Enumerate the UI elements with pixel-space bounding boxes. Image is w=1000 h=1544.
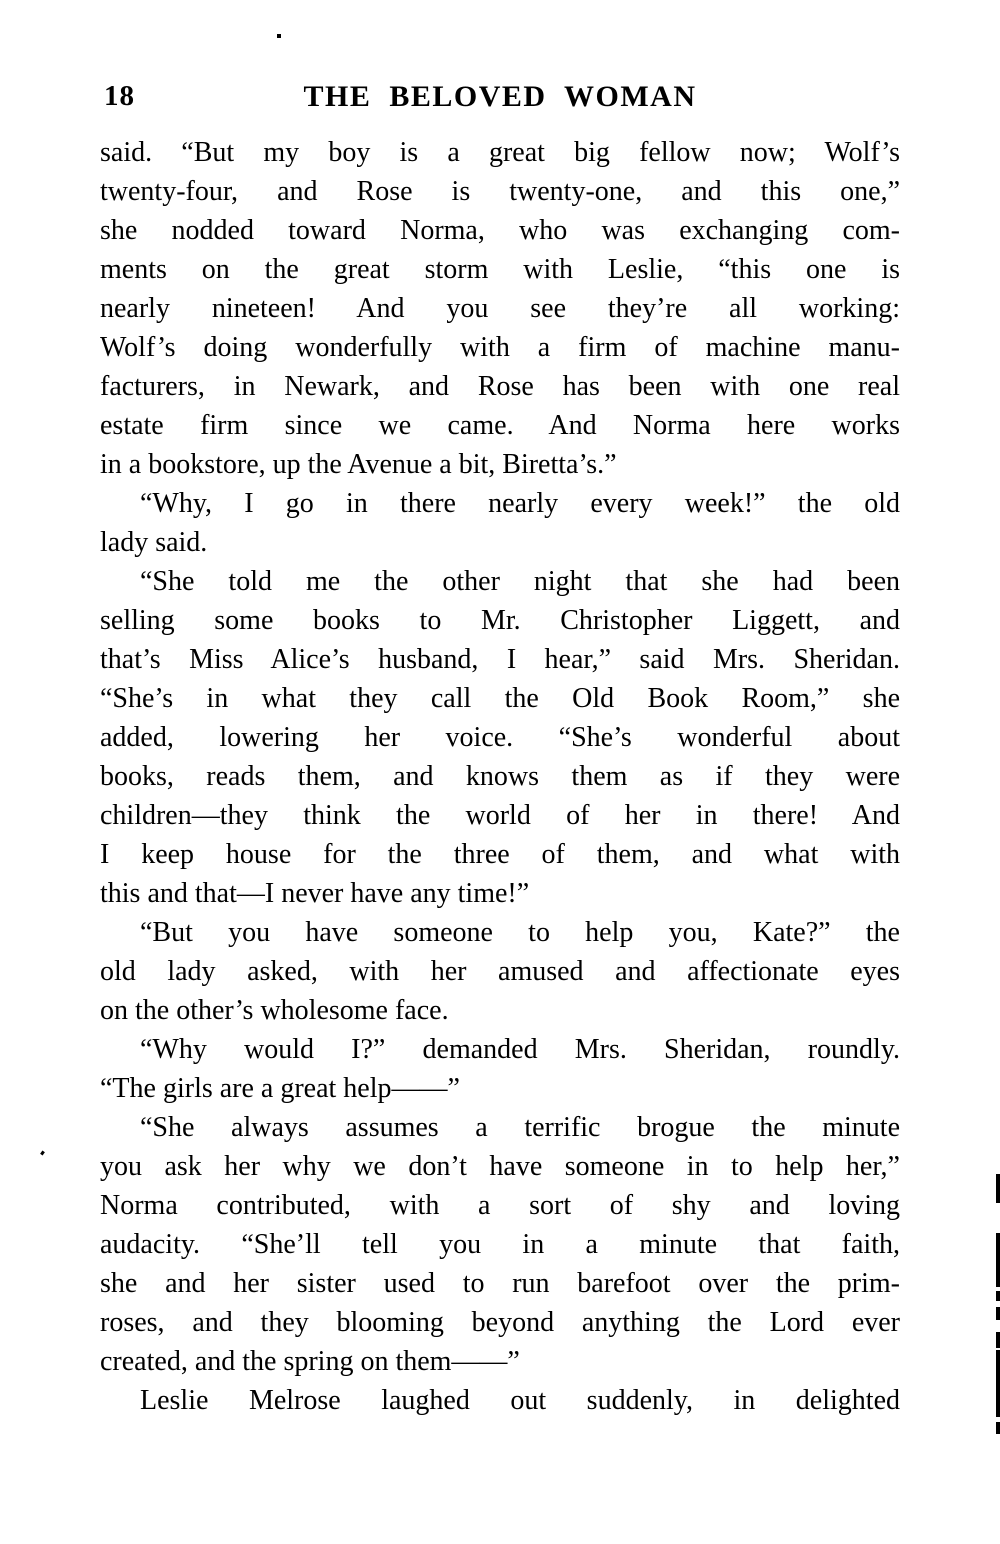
ink-speck	[277, 34, 281, 38]
text-line: twenty-four, and Rose is twenty-one, and this one,”	[100, 176, 900, 207]
text-line: old lady asked, with her amused and affectionate eyes	[100, 956, 900, 987]
scan-edge-mark	[996, 1350, 1000, 1417]
text-line: Leslie Melrose laughed out suddenly, in delighted	[140, 1385, 900, 1416]
text-line: children—they think the world of her in there! And	[100, 800, 900, 831]
text-line: “Why would I?” demanded Mrs. Sheridan, roundly.	[140, 1034, 900, 1065]
text-line: this and that—I never have any time!”	[100, 878, 530, 909]
page-number: 18	[104, 80, 135, 112]
text-line: books, reads them, and knows them as if they were	[100, 761, 900, 792]
page-header	[100, 80, 900, 116]
text-line: “She told me the other night that she had been	[140, 566, 900, 597]
text-line: estate firm since we came. And Norma here works	[100, 410, 900, 441]
scan-edge-mark	[996, 1422, 1000, 1434]
running-title: THE BELOVED WOMAN	[303, 80, 697, 113]
text-line: facturers, in Newark, and Rose has been with one real	[100, 371, 900, 402]
text-line: roses, and they blooming beyond anything the Lord ever	[100, 1307, 900, 1338]
text-line: you ask her why we don’t have someone in to help her,”	[100, 1151, 900, 1182]
text-line: Wolf’s doing wonderfully with a firm of machine manu-	[100, 332, 900, 363]
scan-edge-mark	[996, 1332, 1000, 1348]
text-line: Norma contributed, with a sort of shy and loving	[100, 1190, 900, 1221]
ink-speck	[40, 1151, 45, 1156]
text-line: she and her sister used to run barefoot over the prim-	[100, 1268, 900, 1299]
text-line: ments on the great storm with Leslie, “this one is	[100, 254, 900, 285]
text-line: “She’s in what they call the Old Book Room,” she	[100, 683, 900, 714]
scan-edge-mark	[996, 1233, 1000, 1287]
scan-edge-mark	[996, 1291, 1000, 1301]
text-line: “She always assumes a terrific brogue the minute	[140, 1112, 900, 1143]
text-line: “But you have someone to help you, Kate?” the	[140, 917, 900, 948]
page-body	[100, 133, 900, 1420]
text-line: created, and the spring on them——”	[100, 1346, 520, 1377]
scan-edge-mark	[996, 1174, 1000, 1203]
scan-edge-mark	[996, 1307, 1000, 1320]
text-line: in a bookstore, up the Avenue a bit, Biretta’s.”	[100, 449, 617, 480]
text-line: said. “But my boy is a great big fellow now; Wolf’s	[100, 137, 900, 168]
text-line: selling some books to Mr. Christopher Liggett, and	[100, 605, 900, 636]
text-line: “Why, I go in there nearly every week!” the old	[140, 488, 900, 519]
text-line: “The girls are a great help——”	[100, 1073, 460, 1104]
text-line: added, lowering her voice. “She’s wonderful about	[100, 722, 900, 753]
text-line: nearly nineteen! And you see they’re all working:	[100, 293, 900, 324]
text-line: audacity. “She’ll tell you in a minute that faith,	[100, 1229, 900, 1260]
text-line: that’s Miss Alice’s husband, I hear,” said Mrs. Sheridan.	[100, 644, 900, 675]
text-line: I keep house for the three of them, and what with	[100, 839, 900, 870]
text-line: lady said.	[100, 527, 208, 558]
text-line: on the other’s wholesome face.	[100, 995, 449, 1026]
text-line: she nodded toward Norma, who was exchanging com-	[100, 215, 900, 246]
